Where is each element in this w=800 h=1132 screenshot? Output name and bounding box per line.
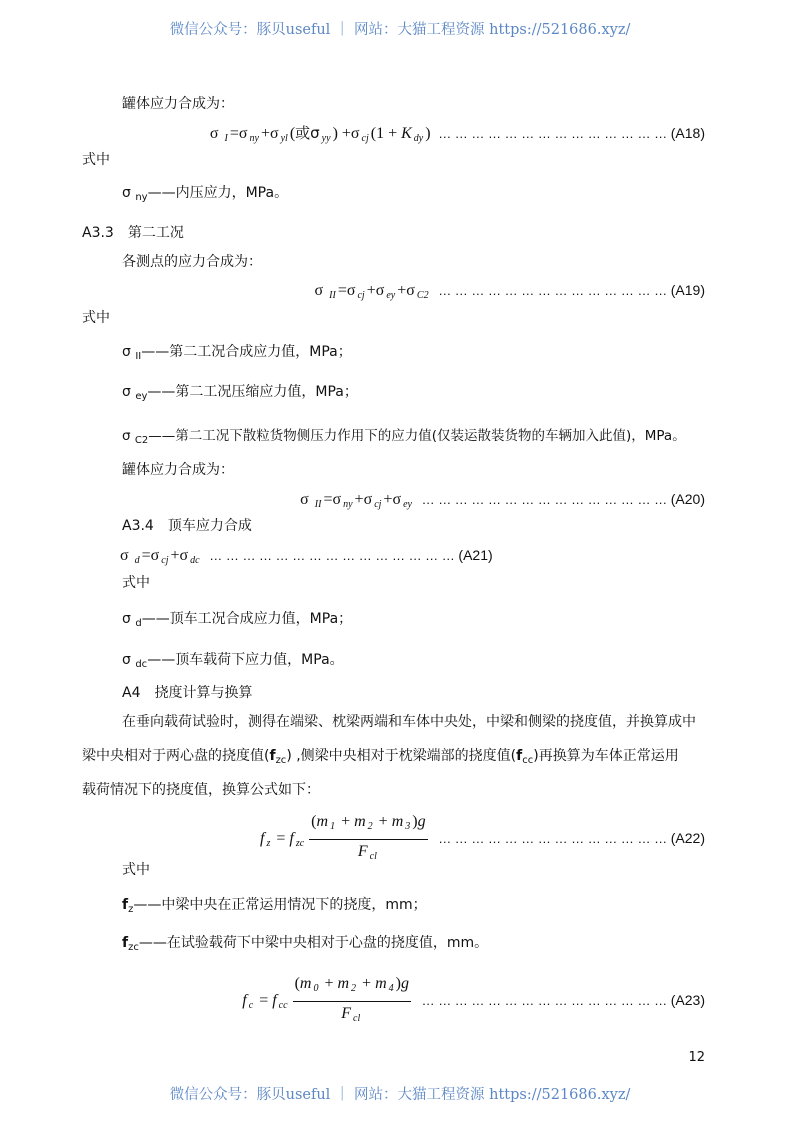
subscript: ny: [135, 192, 148, 203]
formula-A19: [315, 280, 705, 306]
page-number: 12: [688, 1050, 705, 1065]
definition: ——第二工况压缩应力值，MPa；: [147, 384, 358, 400]
formula-subscript: cj: [357, 290, 365, 301]
formula-subscript: dc: [190, 555, 200, 566]
formula-term: =: [255, 992, 273, 1010]
formula-subscript: 2: [367, 821, 373, 832]
formula-term: f: [242, 992, 247, 1010]
text-line: 罐体应力合成为：: [122, 96, 234, 112]
fraction: [293, 974, 411, 1029]
section-heading: A3.4 顶车应力合成: [122, 518, 252, 534]
formula-term: f: [289, 830, 294, 848]
leader-dots: … … … … … … … … … … … … … … …: [417, 993, 671, 1009]
text-line: 式中: [122, 862, 150, 878]
formula-term: F: [357, 843, 368, 860]
formula-term: K: [401, 125, 412, 142]
symbol: σ: [122, 652, 131, 668]
text-line: 式中: [82, 152, 110, 168]
formula-subscript: 3: [405, 821, 411, 832]
symbol: f: [269, 748, 276, 764]
subscript: II: [135, 351, 142, 362]
formula-subscript: C2: [416, 290, 429, 301]
formula-term: (: [311, 813, 317, 830]
formula-term: =σ: [323, 491, 342, 508]
numerator: [309, 812, 427, 840]
paragraph-line: 在垂向载荷试验时，测得在端梁、枕梁两端和车体中央处，中梁和侧梁的挠度值，并换算成中: [122, 714, 696, 730]
formula-term: σ: [300, 491, 313, 508]
definition: ——顶车载荷下应力值，MPa。: [147, 652, 344, 668]
formula-subscript: II: [329, 290, 336, 301]
formula-term: m: [337, 975, 350, 992]
formula-term: +σ: [260, 125, 279, 142]
symbol: f: [122, 897, 129, 913]
symbol: σ: [122, 344, 131, 360]
formula-subscript: dy: [413, 133, 424, 144]
definition: ——第二工况下散粒货物侧压力作用下的应力值(仅装运散装货物的车辆加入此值)，MPa。: [148, 428, 686, 444]
leader-dots: … … … … … … … … … … … … … …: [434, 283, 671, 298]
subscript: d: [135, 618, 142, 629]
formula-subscript: cj: [361, 133, 369, 144]
formula-term: (: [294, 975, 300, 992]
formula-term: f: [272, 992, 277, 1010]
leader-dots: … … … … … … … … … … … … … …: [434, 126, 671, 141]
formula-term: ): [425, 125, 431, 142]
numerator: [293, 974, 411, 1002]
subscript: ey: [135, 391, 148, 402]
formula-A23: [242, 974, 705, 1029]
formula-term: +σ: [170, 547, 189, 564]
symbol: σ: [122, 611, 131, 627]
symbol: σ: [122, 384, 131, 400]
symbol-definition: [122, 609, 352, 634]
formula-A21: [120, 545, 493, 571]
formula-subscript: ny: [343, 499, 353, 510]
formula-subscript: zc: [295, 838, 305, 850]
leader-dots: … … … … … … … … … … … … … …: [434, 831, 671, 847]
formula-subscript: cj: [374, 499, 382, 510]
text-line: 罐体应力合成为：: [122, 462, 234, 478]
fraction: [309, 812, 427, 867]
formula-A22: [260, 812, 705, 867]
formula-subscript: cl: [353, 1013, 361, 1024]
formula-term: m: [391, 813, 404, 830]
formula-subscript: I: [224, 133, 228, 144]
text: ) ,侧梁中央相对于枕梁端部的挠度值(: [286, 748, 517, 764]
formula-subscript: z: [266, 838, 271, 850]
symbol-definition: [122, 650, 344, 675]
text-line: 式中: [82, 310, 110, 326]
section-heading: A4 挠度计算与换算: [122, 685, 253, 701]
subscript: C2: [134, 435, 149, 446]
formula-subscript: cc: [278, 1000, 288, 1012]
definition: ——内压应力，MPa。: [147, 185, 289, 201]
formula-term: ): [332, 125, 338, 142]
formula-term: ): [395, 975, 401, 992]
definition: ——在试验载荷下中梁中央相对于心盘的挠度值，mm。: [138, 935, 489, 951]
equation-number: (A20): [670, 491, 705, 507]
equation-number: (A21): [458, 547, 493, 563]
paragraph-line: 载荷情况下的挠度值，换算公式如下：: [82, 782, 320, 798]
text-line: 式中: [122, 575, 150, 591]
formula-term: +: [337, 813, 355, 830]
symbol-definition: [122, 183, 288, 208]
formula-term: g: [417, 813, 426, 830]
symbol-definition: [122, 382, 358, 407]
formula-subscript: cj: [161, 555, 169, 566]
formula-term: σ: [120, 547, 133, 564]
formula-term: +σ: [366, 282, 385, 299]
formula-term: 或σ: [295, 124, 320, 142]
formula-term: m: [354, 813, 366, 830]
formula-term: +: [320, 975, 338, 992]
symbol-definition: [122, 342, 352, 367]
formula-term: ): [412, 813, 418, 830]
watermark-bottom: 微信公众号：豚贝useful ｜ 网站：大猫工程资源 https://521686.xyz/: [169, 1087, 631, 1103]
formula-subscript: yl: [280, 133, 288, 144]
formula-subscript: cl: [369, 851, 377, 862]
text: 梁中央相对于两心盘的挠度值(: [82, 748, 270, 764]
formula-term: +: [358, 975, 376, 992]
formula-term: m: [299, 975, 312, 992]
definition: ——顶车工况合成应力值，MPa；: [141, 611, 353, 627]
text-line: 各测点的应力合成为：: [122, 254, 262, 270]
formula-term: F: [341, 1005, 352, 1022]
formula-term: σ: [314, 282, 328, 299]
formula-term: =σ: [141, 547, 160, 564]
formula-term: +σ: [337, 125, 360, 142]
formula-subscript: 1: [330, 821, 336, 832]
formula-term: f: [259, 830, 265, 848]
formula-term: +σ: [397, 282, 415, 299]
formula-A20: [300, 489, 705, 515]
formula-subscript: 4: [388, 983, 394, 994]
formula-subscript: ey: [386, 290, 396, 301]
symbol-definition: [122, 426, 686, 451]
definition: ——中梁中央在正常运用情况下的挠度，mm；: [133, 897, 427, 913]
equation-number: (A18): [670, 125, 705, 141]
leader-dots: … … … … … … … … … … … … … … …: [417, 492, 671, 507]
formula-subscript: c: [248, 1000, 254, 1012]
text: )再换算为车体正常运用: [533, 748, 679, 764]
formula-subscript: 0: [313, 983, 319, 994]
symbol-definition: [122, 895, 427, 920]
leader-dots: … … … … … … … … … … … … … … …: [205, 548, 459, 563]
formula-subscript: ey: [403, 499, 412, 510]
paragraph-line: [82, 746, 679, 771]
symbol: f: [516, 748, 523, 764]
formula-term: =σ: [337, 282, 356, 299]
formula-term: (: [289, 125, 296, 142]
formula-subscript: ny: [249, 133, 259, 144]
denominator: [309, 840, 427, 867]
formula-term: =σ: [229, 125, 248, 142]
subscript: cc: [522, 755, 534, 766]
formula-subscript: yy: [321, 133, 331, 144]
formula-subscript: 2: [351, 983, 357, 994]
formula-term: m: [316, 813, 329, 830]
watermark-top: 微信公众号：豚贝useful ｜ 网站：大猫工程资源 https://521686.xyz/: [169, 22, 631, 38]
symbol: σ: [122, 428, 131, 444]
formula-subscript: II: [314, 499, 322, 510]
equation-number: (A19): [670, 282, 705, 298]
equation-number: (A23): [670, 992, 705, 1009]
formula-term: (1 +: [370, 125, 402, 142]
formula-term: =: [272, 830, 290, 848]
formula-subscript: d: [134, 555, 140, 566]
formula-term: m: [375, 975, 387, 992]
symbol-definition: [122, 933, 488, 958]
formula-term: +σ: [383, 491, 402, 508]
formula-term: σ: [209, 125, 223, 142]
formula-A18: [210, 123, 705, 149]
subscript: z: [128, 904, 134, 915]
subscript: zc: [275, 755, 287, 766]
formula-term: +σ: [354, 491, 373, 508]
equation-number: (A22): [670, 830, 705, 847]
definition: ——第二工况合成应力值，MPa；: [141, 344, 352, 360]
formula-term: +: [374, 813, 392, 830]
formula-term: g: [400, 975, 409, 992]
denominator: [293, 1002, 411, 1029]
symbol: σ: [122, 185, 131, 201]
subscript: dc: [135, 659, 148, 670]
symbol: f: [122, 935, 129, 951]
subscript: zc: [128, 942, 139, 953]
section-heading: A3.3 第二工况: [82, 225, 184, 241]
